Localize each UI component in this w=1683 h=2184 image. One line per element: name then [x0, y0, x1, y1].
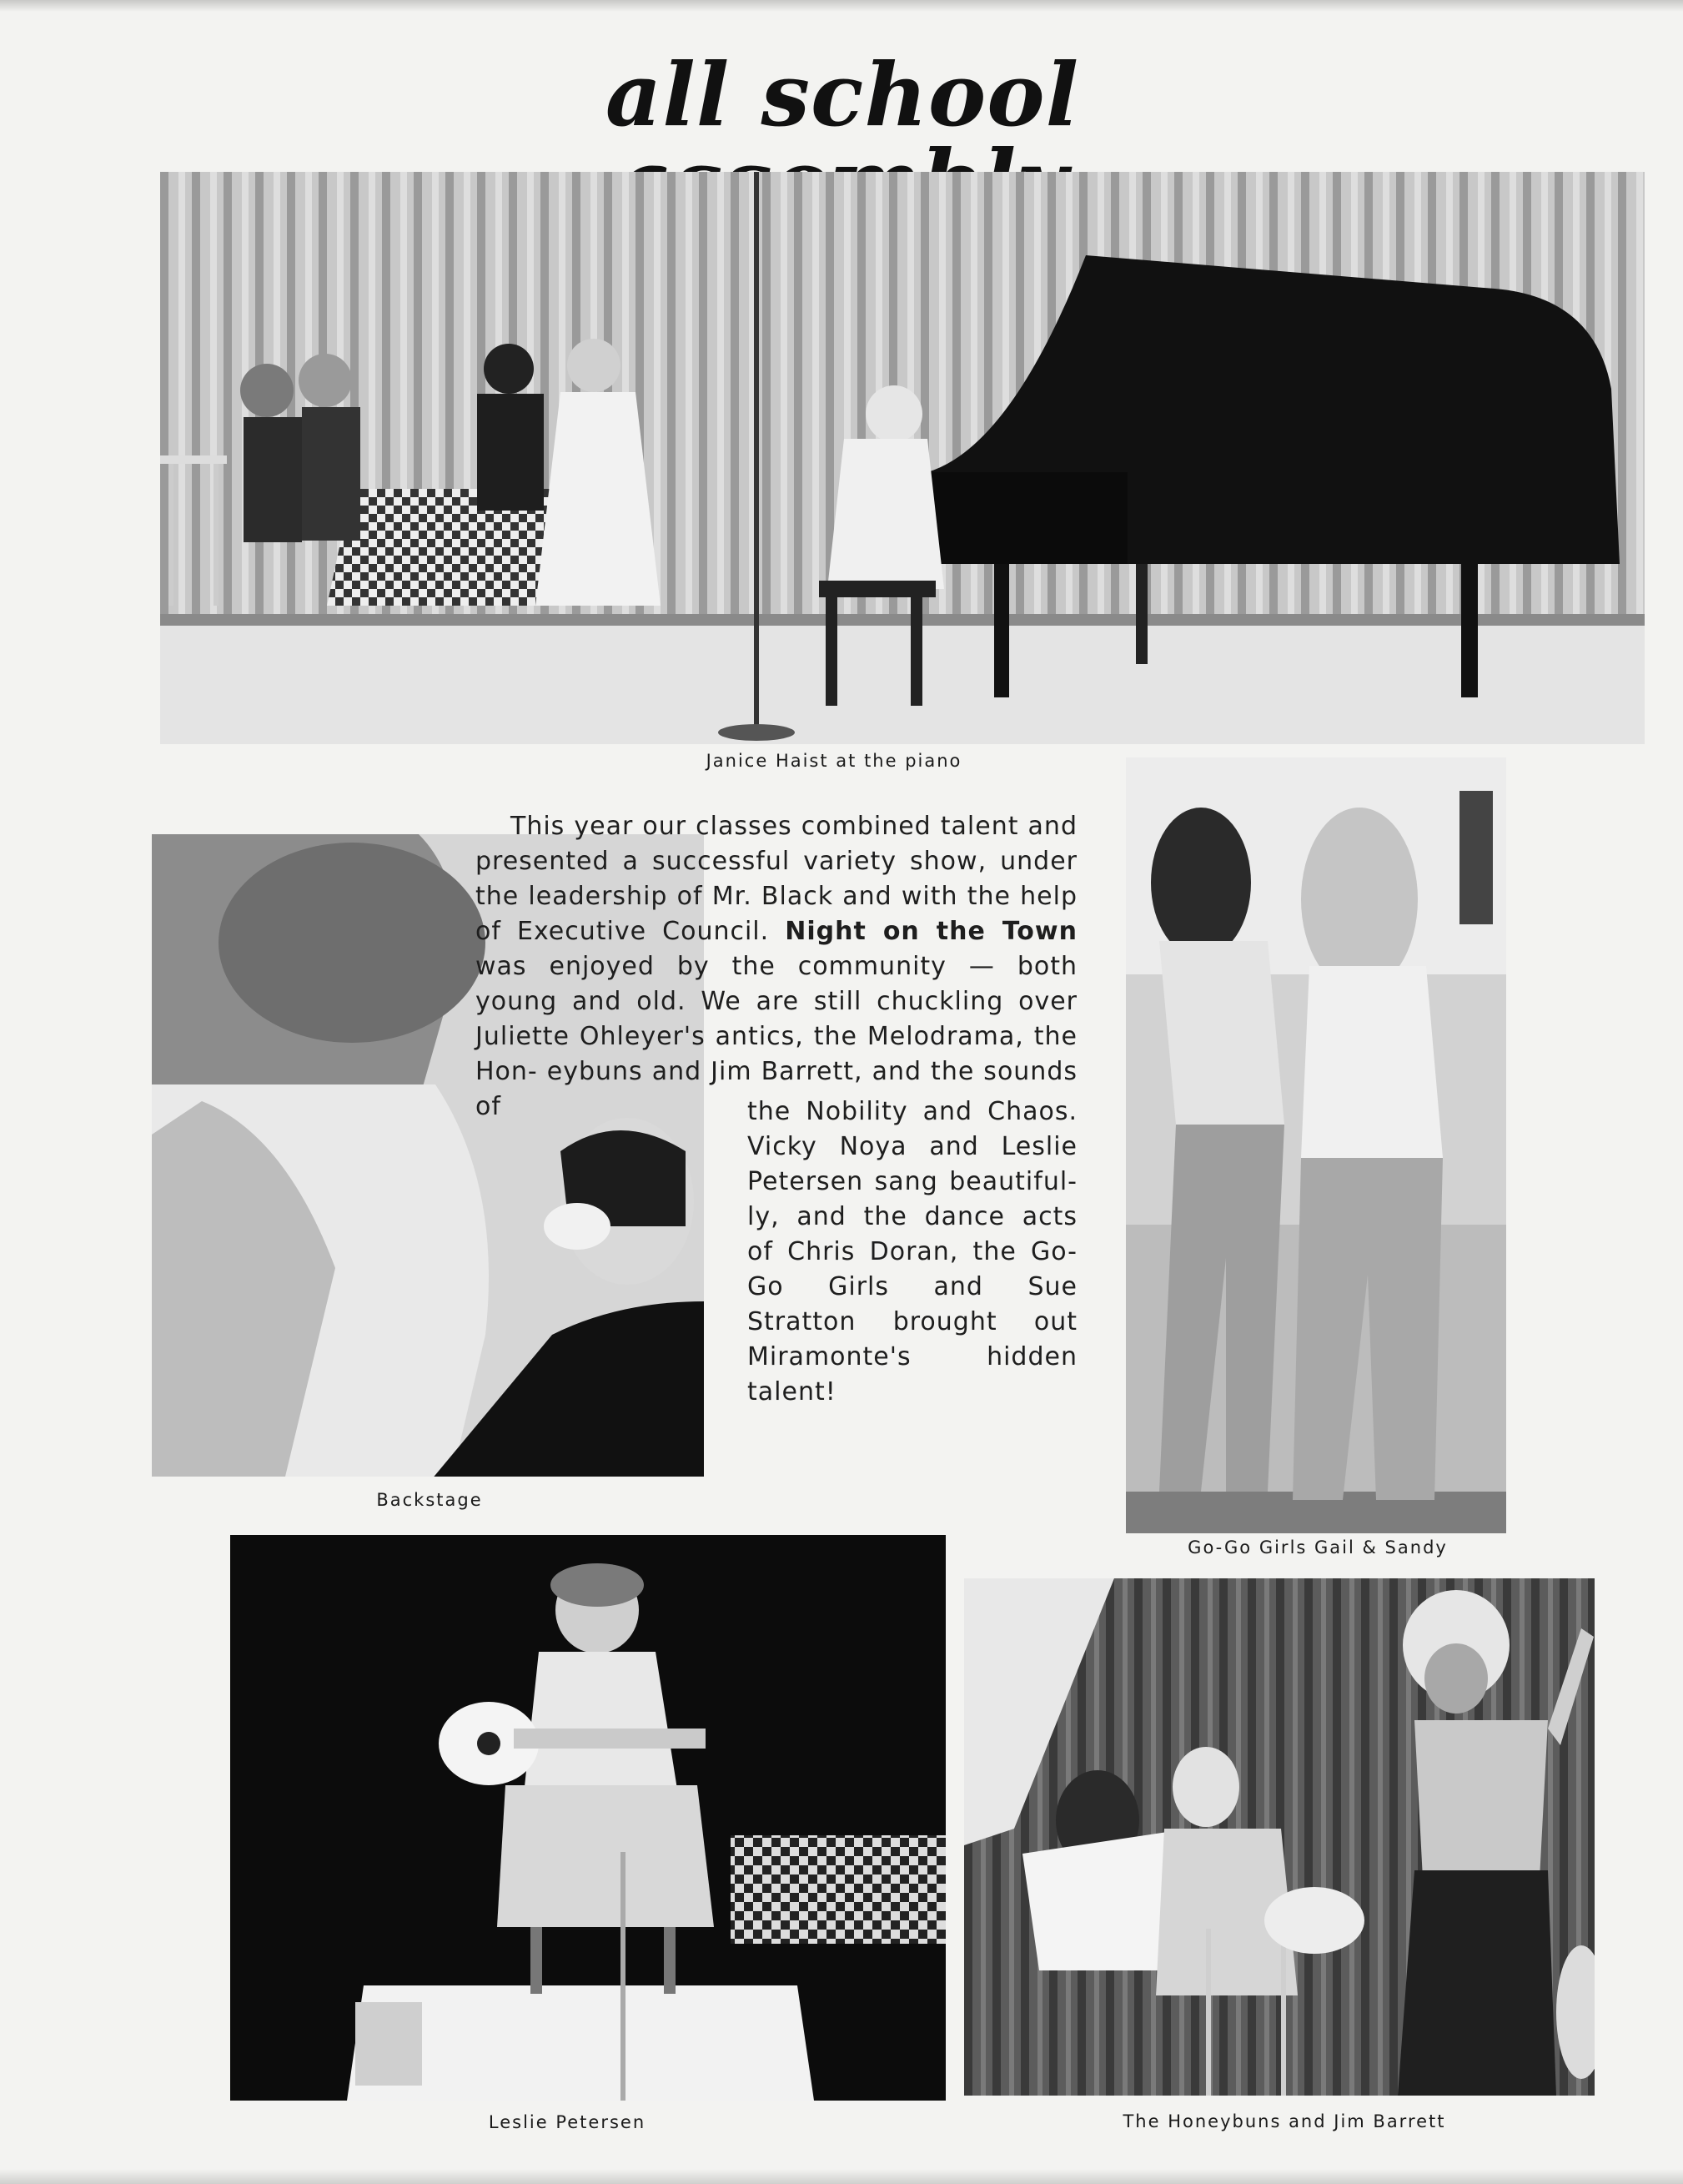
scan-bottom-edge: [0, 2169, 1683, 2184]
article-continuation: was enjoyed by the community — both young and old. We are still chuckling over Juliette Ohleyer's antics, the Melodrama, the Hon- eybuns and Jim Barrett, and the sounds of: [475, 952, 1078, 1121]
leslie-petersen-photo: [230, 1535, 946, 2101]
page-title: all school: [605, 43, 1080, 146]
article-conclusion: the Nobility and Chaos. Vicky Noya and Leslie Petersen sang beautiful- ly, and the dance acts of Chris Doran, the Go-Go Girls and Sue Stratton brought out Miramonte's hidden talent!: [747, 1097, 1078, 1407]
article-text-lower: [747, 1095, 1078, 1410]
scan-top-edge: [0, 0, 1683, 12]
gogo-girls-caption: Go-Go Girls Gail & Sandy: [1188, 1537, 1448, 1557]
backstage-caption: Backstage: [376, 1490, 483, 1510]
article-intro: This year our classes combined talent and presented a successful variety show, under the leadership of Mr. Black and with the help of Executive Council.: [475, 812, 1078, 946]
piano-caption: Janice Haist at the piano: [706, 751, 962, 771]
leslie-petersen-caption: Leslie Petersen: [488, 2112, 646, 2132]
honeybuns-caption: The Honeybuns and Jim Barrett: [1123, 2111, 1446, 2131]
article-text-upper: [475, 809, 1078, 1125]
gogo-girls-photo: [1126, 757, 1506, 1533]
honeybuns-photo: [964, 1578, 1595, 2096]
piano-photo: [160, 172, 1645, 744]
show-name: Night on the Town: [785, 917, 1078, 946]
